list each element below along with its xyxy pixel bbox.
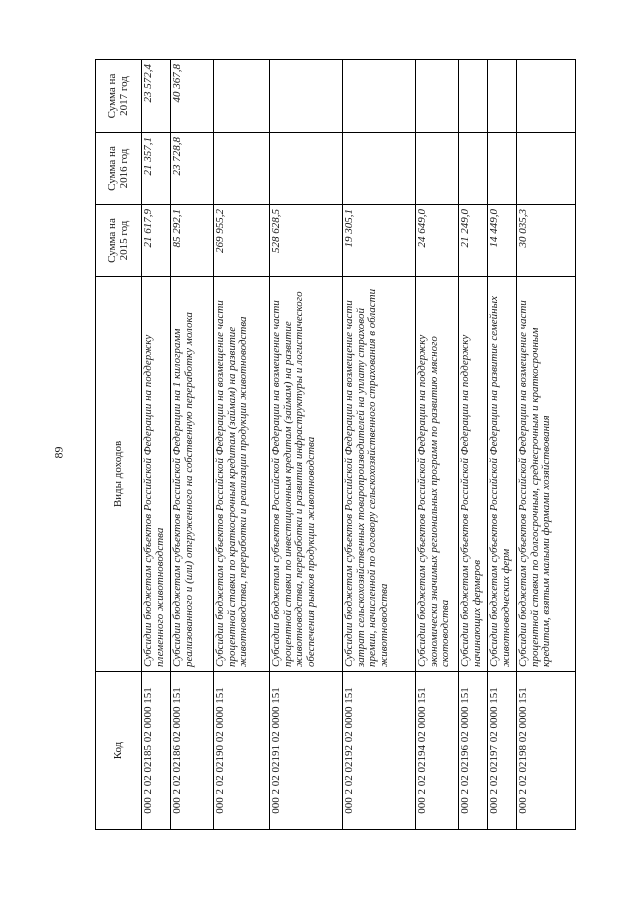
row-code: 000 2 02 02186 02 0000 151 xyxy=(171,672,214,830)
row-sum-2015: 30 035,3 xyxy=(517,205,576,277)
row-code: 000 2 02 02194 02 0000 151 xyxy=(416,672,459,830)
row-name: Субсидии бюджетам субъектов Российской Федерации на возмещение части процентной ставки по инвестиционным кредитам (займам) на развитие животноводства, переработки и развития инфраструктуры и логистического обеспечения рынков продукции животноводства xyxy=(270,277,343,672)
row-name: Субсидии бюджетам субъектов Российской Федерации на поддержку племенного животноводства xyxy=(142,277,171,672)
row-code: 000 2 02 02192 02 0000 151 xyxy=(343,672,416,830)
header-sum-2017: Сумма на 2017 год xyxy=(96,60,142,133)
row-sum-2017 xyxy=(270,60,343,133)
row-sum-2017: 23 572,4 xyxy=(142,60,171,133)
table-row xyxy=(343,60,416,830)
row-name: Субсидии бюджетам субъектов Российской Федерации на возмещение части процентной ставки по долгосрочным, среднесрочным и краткосрочным кредитам, взятым малыми формами хозяйствования xyxy=(517,277,576,672)
row-name: Субсидии бюджетам субъектов Российской Федерации на поддержку начинающих фермеров xyxy=(459,277,488,672)
header-name: Виды доходов xyxy=(96,277,142,672)
row-name: Субсидии бюджетам субъектов Российской Федерации на 1 килограмм реализованного и (или) отгруженного на собственную переработку молока xyxy=(171,277,214,672)
row-sum-2015: 269 955,2 xyxy=(214,205,270,277)
table-header-row xyxy=(96,60,142,830)
header-sum-2015: Сумма на 2015 год xyxy=(96,205,142,277)
table-row xyxy=(270,60,343,830)
row-sum-2015: 19 305,1 xyxy=(343,205,416,277)
page-number-container xyxy=(44,0,74,905)
row-code: 000 2 02 02197 02 0000 151 xyxy=(488,672,517,830)
row-code: 000 2 02 02196 02 0000 151 xyxy=(459,672,488,830)
row-sum-2016: 21 357,1 xyxy=(142,133,171,205)
row-sum-2017 xyxy=(488,60,517,133)
row-code: 000 2 02 02190 02 0000 151 xyxy=(214,672,270,830)
row-sum-2016 xyxy=(459,133,488,205)
row-sum-2016 xyxy=(517,133,576,205)
row-sum-2017 xyxy=(459,60,488,133)
table-row xyxy=(142,60,171,830)
table-row xyxy=(459,60,488,830)
row-sum-2015: 528 628,5 xyxy=(270,205,343,277)
row-name: Субсидии бюджетам субъектов Российской Федерации на поддержку экономически значимых региональных программ по развитию мясного скотоводства xyxy=(416,277,459,672)
table-row xyxy=(416,60,459,830)
row-sum-2015: 21 249,0 xyxy=(459,205,488,277)
row-sum-2015: 24 649,0 xyxy=(416,205,459,277)
row-sum-2015: 85 292,1 xyxy=(171,205,214,277)
header-sum-2016: Сумма на 2016 год xyxy=(96,133,142,205)
row-name: Субсидии бюджетам субъектов Российской Федерации на возмещение части затрат сельскохозяйственных товаропроизводителей на уплату страховой премии, начисленной по договору сельскохозяйственного страхования в области животноводства xyxy=(343,277,416,672)
row-sum-2017 xyxy=(214,60,270,133)
row-name: Субсидии бюджетам субъектов Российской Федерации на возмещение части процентной ставки по краткосрочным кредитам (займам) на развитие животноводства, переработки и реализации продукции животноводства xyxy=(214,277,270,672)
row-code: 000 2 02 02198 02 0000 151 xyxy=(517,672,576,830)
row-sum-2017 xyxy=(343,60,416,133)
row-sum-2017 xyxy=(416,60,459,133)
table-row xyxy=(488,60,517,830)
row-sum-2016 xyxy=(416,133,459,205)
table-row xyxy=(214,60,270,830)
row-name: Субсидии бюджетам субъектов Российской Федерации на развитие семейных животноводческих ферм xyxy=(488,277,517,672)
row-sum-2015: 14 449,0 xyxy=(488,205,517,277)
row-sum-2016 xyxy=(488,133,517,205)
row-sum-2015: 21 617,9 xyxy=(142,205,171,277)
table-row xyxy=(171,60,214,830)
row-sum-2016 xyxy=(343,133,416,205)
rotated-page xyxy=(95,60,552,830)
row-code: 000 2 02 02185 02 0000 151 xyxy=(142,672,171,830)
row-sum-2017: 40 367,8 xyxy=(171,60,214,133)
header-code: Код xyxy=(96,672,142,830)
row-sum-2017 xyxy=(517,60,576,133)
row-sum-2016: 23 728,8 xyxy=(171,133,214,205)
row-code: 000 2 02 02191 02 0000 151 xyxy=(270,672,343,830)
revenue-table xyxy=(95,59,576,830)
table-row xyxy=(517,60,576,830)
row-sum-2016 xyxy=(214,133,270,205)
page-number: 89 xyxy=(51,446,66,459)
row-sum-2016 xyxy=(270,133,343,205)
